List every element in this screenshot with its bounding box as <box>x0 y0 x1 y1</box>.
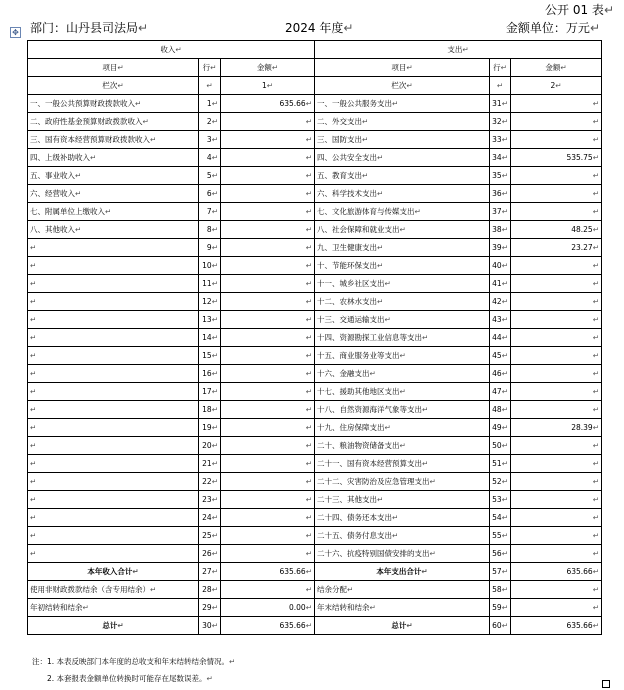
expense-item-cell: 五、教育支出↵ <box>315 167 490 185</box>
expense-amount-cell: ↵ <box>511 581 602 599</box>
table-row <box>28 131 602 149</box>
expense-item-cell: 十七、援助其他地区支出↵ <box>315 383 490 401</box>
income-amount-cell: ↵ <box>221 149 315 167</box>
table-row <box>28 509 602 527</box>
table-row <box>28 311 602 329</box>
expense-amount-cell: ↵ <box>511 131 602 149</box>
income-amount-cell: ↵ <box>221 491 315 509</box>
year-label: 2024 年度↵ <box>285 21 354 35</box>
income-item-cell: ↵ <box>28 329 199 347</box>
table-header-line <box>30 19 600 37</box>
expense-amount-cell: ↵ <box>511 599 602 617</box>
income-amount-cell: ↵ <box>221 113 315 131</box>
unit-label: 金额单位：万元↵ <box>505 21 600 35</box>
expense-row-number: 36↵ <box>490 185 511 203</box>
income-row-number: 17↵ <box>199 383 221 401</box>
expense-item-cell: 结余分配↵ <box>315 581 490 599</box>
expense-row-number: 51↵ <box>490 455 511 473</box>
table-row <box>28 473 602 491</box>
expense-item-cell: 十一、城乡社区支出↵ <box>315 275 490 293</box>
income-amount-cell: ↵ <box>221 293 315 311</box>
table-row <box>28 203 602 221</box>
income-amount-cell: 635.66↵ <box>221 563 315 581</box>
expense-item-cell: 本年支出合计↵ <box>315 563 490 581</box>
income-item-cell: ↵ <box>28 473 199 491</box>
income-row-number: 11↵ <box>199 275 221 293</box>
income-row-number: 12↵ <box>199 293 221 311</box>
expense-item-cell: 二十、粮油物资储备支出↵ <box>315 437 490 455</box>
expense-amount-cell: 635.66↵ <box>511 617 602 635</box>
expense-order-value: 2↵ <box>511 77 602 95</box>
income-amount-cell: ↵ <box>221 365 315 383</box>
income-row-number: 14↵ <box>199 329 221 347</box>
table-row <box>28 149 602 167</box>
expense-row-number: 32↵ <box>490 113 511 131</box>
expense-amount-cell: ↵ <box>511 527 602 545</box>
income-item-cell: 六、经营收入↵ <box>28 185 199 203</box>
expense-row-number: 41↵ <box>490 275 511 293</box>
income-amount-cell: ↵ <box>221 275 315 293</box>
table-row <box>28 329 602 347</box>
income-item-cell: ↵ <box>28 419 199 437</box>
column-header-row <box>28 59 602 77</box>
income-amount-cell: ↵ <box>221 221 315 239</box>
income-row-header: 行↵ <box>199 59 221 77</box>
income-item-cell: 五、事业收入↵ <box>28 167 199 185</box>
expense-item-cell: 八、社会保障和就业支出↵ <box>315 221 490 239</box>
expense-item-cell: 二十五、债务付息支出↵ <box>315 527 490 545</box>
table-row <box>28 347 602 365</box>
table-row <box>28 491 602 509</box>
expense-item-cell: 十五、商业服务业等支出↵ <box>315 347 490 365</box>
income-row-number: 22↵ <box>199 473 221 491</box>
expense-amount-cell: ↵ <box>511 365 602 383</box>
income-amount-cell: ↵ <box>221 437 315 455</box>
expense-amount-cell: 535.75↵ <box>511 149 602 167</box>
income-item-cell: ↵ <box>28 401 199 419</box>
expense-item-cell: 三、国防支出↵ <box>315 131 490 149</box>
expense-row-number: 43↵ <box>490 311 511 329</box>
income-amount-cell: ↵ <box>221 527 315 545</box>
expense-row-number: 38↵ <box>490 221 511 239</box>
expense-row-number: 46↵ <box>490 365 511 383</box>
income-item-cell: ↵ <box>28 311 199 329</box>
expense-amount-cell: ↵ <box>511 167 602 185</box>
income-amount-cell: ↵ <box>221 455 315 473</box>
income-row-number: 24↵ <box>199 509 221 527</box>
expense-row-number: 58↵ <box>490 581 511 599</box>
expense-row-header: 行↵ <box>490 59 511 77</box>
expense-item-cell: 十六、金融支出↵ <box>315 365 490 383</box>
expense-amount-cell: ↵ <box>511 257 602 275</box>
expense-row-number: 47↵ <box>490 383 511 401</box>
income-row-number: 1↵ <box>199 95 221 113</box>
expense-row-number: 50↵ <box>490 437 511 455</box>
department-label: 部门：山丹县司法局↵ <box>30 21 149 35</box>
income-item-cell: ↵ <box>28 365 199 383</box>
expense-amount-cell: 48.25↵ <box>511 221 602 239</box>
expense-amount-cell: ↵ <box>511 95 602 113</box>
table-row <box>28 167 602 185</box>
expense-item-cell: 二十一、国有资本经营预算支出↵ <box>315 455 490 473</box>
expense-row-number: 40↵ <box>490 257 511 275</box>
expense-amount-header: 金额↵ <box>511 59 602 77</box>
income-item-cell: 本年收入合计↵ <box>28 563 199 581</box>
income-amount-cell: 635.66↵ <box>221 617 315 635</box>
income-amount-cell: ↵ <box>221 131 315 149</box>
table-row <box>28 185 602 203</box>
income-amount-cell: ↵ <box>221 473 315 491</box>
income-amount-cell: ↵ <box>221 311 315 329</box>
table-row <box>28 527 602 545</box>
expense-item-cell: 十三、交通运输支出↵ <box>315 311 490 329</box>
income-amount-cell: ↵ <box>221 419 315 437</box>
note-1: 注：1. 本表反映部门本年度的总收支和年末结转结余情况。↵ <box>32 657 236 666</box>
section-header-row <box>28 41 602 59</box>
expense-amount-cell: ↵ <box>511 293 602 311</box>
table-row <box>28 113 602 131</box>
income-amount-cell: ↵ <box>221 203 315 221</box>
expense-row-number: 57↵ <box>490 563 511 581</box>
note-2: 2. 本套报表金额单位转换时可能存在尾数误差。↵ <box>32 674 213 683</box>
expense-item-header: 项目↵ <box>315 59 490 77</box>
expense-row-number: 34↵ <box>490 149 511 167</box>
expense-row-number: 42↵ <box>490 293 511 311</box>
income-item-cell: 使用非财政拨款结余（含专用结余）↵ <box>28 581 199 599</box>
expense-row-number: 39↵ <box>490 239 511 257</box>
income-row-number: 19↵ <box>199 419 221 437</box>
expense-row-number: 31↵ <box>490 95 511 113</box>
expense-amount-cell: ↵ <box>511 203 602 221</box>
income-amount-cell: ↵ <box>221 329 315 347</box>
income-order-label: 栏次↵ <box>28 77 199 95</box>
income-item-cell: ↵ <box>28 293 199 311</box>
expense-item-cell: 二十六、抗疫特别国债安排的支出↵ <box>315 545 490 563</box>
income-row-number: 15↵ <box>199 347 221 365</box>
income-item-cell: ↵ <box>28 257 199 275</box>
expense-item-cell: 十二、农林水支出↵ <box>315 293 490 311</box>
expense-amount-cell: 635.66↵ <box>511 563 602 581</box>
income-item-cell: 三、国有资本经营预算财政拨款收入↵ <box>28 131 199 149</box>
expense-row-number: 37↵ <box>490 203 511 221</box>
page-title: 公开 01 表↵ <box>545 3 614 17</box>
income-row-number: 9↵ <box>199 239 221 257</box>
expense-amount-cell: ↵ <box>511 311 602 329</box>
table-move-handle-icon[interactable]: ✥ <box>10 27 21 38</box>
expense-amount-cell: ↵ <box>511 383 602 401</box>
income-row-number: 27↵ <box>199 563 221 581</box>
income-amount-cell: ↵ <box>221 239 315 257</box>
expense-amount-cell: ↵ <box>511 473 602 491</box>
income-row-number: 7↵ <box>199 203 221 221</box>
income-row-number: 8↵ <box>199 221 221 239</box>
income-row-number: 3↵ <box>199 131 221 149</box>
expense-amount-cell: ↵ <box>511 275 602 293</box>
income-item-cell: 总计↵ <box>28 617 199 635</box>
income-row-number: 16↵ <box>199 365 221 383</box>
expense-order-label: 栏次↵ <box>315 77 490 95</box>
expense-amount-cell: ↵ <box>511 437 602 455</box>
income-item-cell: ↵ <box>28 527 199 545</box>
expense-order-row-cell: ↵ <box>490 77 511 95</box>
table-row <box>28 455 602 473</box>
table-row <box>28 383 602 401</box>
income-row-number: 10↵ <box>199 257 221 275</box>
total-row <box>28 563 602 581</box>
income-amount-cell: ↵ <box>221 383 315 401</box>
income-item-cell: 八、其他收入↵ <box>28 221 199 239</box>
income-item-header: 项目↵ <box>28 59 199 77</box>
expense-amount-cell: 23.27↵ <box>511 239 602 257</box>
expense-row-number: 56↵ <box>490 545 511 563</box>
income-row-number: 26↵ <box>199 545 221 563</box>
income-row-number: 20↵ <box>199 437 221 455</box>
income-amount-cell: ↵ <box>221 347 315 365</box>
expense-amount-cell: ↵ <box>511 491 602 509</box>
expense-row-number: 35↵ <box>490 167 511 185</box>
income-amount-cell: ↵ <box>221 185 315 203</box>
income-row-number: 25↵ <box>199 527 221 545</box>
income-item-cell: 二、政府性基金预算财政拨款收入↵ <box>28 113 199 131</box>
page-corner-mark <box>602 680 610 688</box>
income-item-cell: ↵ <box>28 491 199 509</box>
expense-row-number: 33↵ <box>490 131 511 149</box>
expense-row-number: 49↵ <box>490 419 511 437</box>
expense-row-number: 48↵ <box>490 401 511 419</box>
income-row-number: 28↵ <box>199 581 221 599</box>
income-row-number: 23↵ <box>199 491 221 509</box>
income-expense-table <box>27 40 602 635</box>
table-row <box>28 95 602 113</box>
income-item-cell: ↵ <box>28 383 199 401</box>
income-row-number: 18↵ <box>199 401 221 419</box>
expense-row-number: 54↵ <box>490 509 511 527</box>
expense-amount-cell: 28.39↵ <box>511 419 602 437</box>
expense-item-cell: 六、科学技术支出↵ <box>315 185 490 203</box>
expense-item-cell: 十八、自然资源海洋气象等支出↵ <box>315 401 490 419</box>
expense-item-cell: 二十四、债务还本支出↵ <box>315 509 490 527</box>
income-amount-cell: ↵ <box>221 167 315 185</box>
income-amount-header: 金额↵ <box>221 59 315 77</box>
expense-item-cell: 二十二、灾害防治及应急管理支出↵ <box>315 473 490 491</box>
income-amount-cell: ↵ <box>221 401 315 419</box>
table-row <box>28 275 602 293</box>
expense-row-number: 44↵ <box>490 329 511 347</box>
expense-amount-cell: ↵ <box>511 401 602 419</box>
income-item-cell: ↵ <box>28 437 199 455</box>
expense-amount-cell: ↵ <box>511 113 602 131</box>
income-amount-cell: ↵ <box>221 581 315 599</box>
order-row <box>28 77 602 95</box>
income-row-number: 30↵ <box>199 617 221 635</box>
income-section-header: 收入↵ <box>28 41 315 59</box>
income-row-number: 29↵ <box>199 599 221 617</box>
income-amount-cell: ↵ <box>221 545 315 563</box>
income-item-cell: ↵ <box>28 509 199 527</box>
table-row <box>28 239 602 257</box>
expense-item-cell: 七、文化旅游体育与传媒支出↵ <box>315 203 490 221</box>
income-order-row-cell: ↵ <box>199 77 221 95</box>
income-amount-cell: 635.66↵ <box>221 95 315 113</box>
income-item-cell: ↵ <box>28 455 199 473</box>
expense-amount-cell: ↵ <box>511 347 602 365</box>
expense-row-number: 55↵ <box>490 527 511 545</box>
income-item-cell: 一、一般公共预算财政拨款收入↵ <box>28 95 199 113</box>
expense-item-cell: 四、公共安全支出↵ <box>315 149 490 167</box>
income-row-number: 4↵ <box>199 149 221 167</box>
income-amount-cell: ↵ <box>221 509 315 527</box>
expense-row-number: 60↵ <box>490 617 511 635</box>
income-item-cell: ↵ <box>28 347 199 365</box>
expense-item-cell: 二十三、其他支出↵ <box>315 491 490 509</box>
expense-item-cell: 总计↵ <box>315 617 490 635</box>
income-item-cell: ↵ <box>28 239 199 257</box>
expense-item-cell: 九、卫生健康支出↵ <box>315 239 490 257</box>
expense-row-number: 59↵ <box>490 599 511 617</box>
income-row-number: 13↵ <box>199 311 221 329</box>
table-row <box>28 221 602 239</box>
income-row-number: 2↵ <box>199 113 221 131</box>
table-row <box>28 257 602 275</box>
expense-row-number: 45↵ <box>490 347 511 365</box>
income-item-cell: 年初结转和结余↵ <box>28 599 199 617</box>
table-row <box>28 365 602 383</box>
income-item-cell: 四、上级补助收入↵ <box>28 149 199 167</box>
expense-row-number: 53↵ <box>490 491 511 509</box>
income-amount-cell: ↵ <box>221 257 315 275</box>
table-row <box>28 401 602 419</box>
expense-section-header: 支出↵ <box>315 41 602 59</box>
expense-amount-cell: ↵ <box>511 509 602 527</box>
income-row-number: 5↵ <box>199 167 221 185</box>
expense-item-cell: 十、节能环保支出↵ <box>315 257 490 275</box>
expense-item-cell: 十九、住房保障支出↵ <box>315 419 490 437</box>
income-order-value: 1↵ <box>221 77 315 95</box>
table-notes <box>32 653 235 687</box>
income-item-cell: ↵ <box>28 275 199 293</box>
expense-amount-cell: ↵ <box>511 545 602 563</box>
table-row <box>28 545 602 563</box>
total-row <box>28 581 602 599</box>
expense-amount-cell: ↵ <box>511 185 602 203</box>
expense-amount-cell: ↵ <box>511 455 602 473</box>
expense-amount-cell: ↵ <box>511 329 602 347</box>
income-item-cell: 七、附属单位上缴收入↵ <box>28 203 199 221</box>
expense-item-cell: 十四、资源勘探工业信息等支出↵ <box>315 329 490 347</box>
income-amount-cell: 0.00↵ <box>221 599 315 617</box>
table-row <box>28 419 602 437</box>
expense-item-cell: 一、一般公共服务支出↵ <box>315 95 490 113</box>
table-row <box>28 293 602 311</box>
income-row-number: 21↵ <box>199 455 221 473</box>
total-row <box>28 617 602 635</box>
total-row <box>28 599 602 617</box>
expense-item-cell: 二、外交支出↵ <box>315 113 490 131</box>
income-item-cell: ↵ <box>28 545 199 563</box>
income-row-number: 6↵ <box>199 185 221 203</box>
expense-row-number: 52↵ <box>490 473 511 491</box>
table-row <box>28 437 602 455</box>
expense-item-cell: 年末结转和结余↵ <box>315 599 490 617</box>
